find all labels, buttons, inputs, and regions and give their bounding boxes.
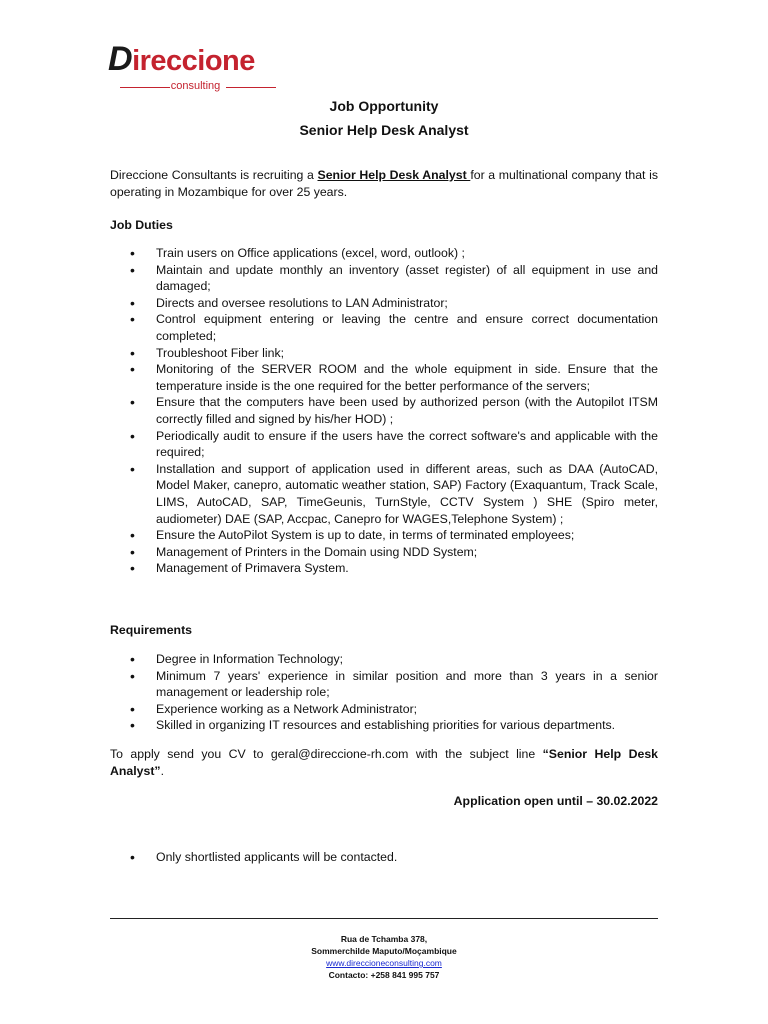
- list-item: • Control equipment entering or leaving the centre and ensure correct documentation completed;: [110, 311, 658, 344]
- list-item: • Skilled in organizing IT resources and establishing priorities for various departments.: [110, 717, 658, 734]
- list-item: • Experience working as a Network Administrator;: [110, 701, 658, 718]
- company-logo: [108, 40, 283, 96]
- list-item: • Minimum 7 years' experience in similar position and more than 3 years in a senior management or leadership role;: [110, 668, 658, 701]
- intro-position-highlight: Senior Help Desk Analyst: [317, 168, 471, 182]
- list-item: • Ensure the AutoPilot System is up to date, in terms of terminated employees;: [110, 527, 658, 544]
- list-item: • Management of Printers in the Domain using NDD System;: [110, 544, 658, 561]
- list-item: • Ensure that the computers have been used by authorized person (with the Autopilot ITSM correctly filled and signed by his/her HOD) ;: [110, 394, 658, 427]
- intro-text: for a multinational company that is operating in Mozambique for over 25 years.: [110, 168, 658, 199]
- intro-text: Direccione Consultants is recruiting a: [110, 168, 318, 182]
- note-list: [110, 849, 658, 866]
- requirements-list: [110, 651, 658, 734]
- list-item: • Management of Primavera System.: [110, 560, 658, 577]
- list-item: • Degree in Information Technology;: [110, 651, 658, 668]
- list-item: • Installation and support of application used in different areas, such as DAA (AutoCAD, Model Maker, canepro, automatic weather station, SAP) Factory (Exaquantum, Track Scale, LIMS, AutoCAD, SAP, TimeGeunis, TurnStyle, CCTV System ) SHE (Spiro meter, audiometer) DAE (SAP, Accpac, Canepro for WAGES,Telephone System) ;: [110, 461, 658, 527]
- job-duties-heading: Job Duties: [110, 218, 173, 232]
- logo-wordmark: Direccione: [108, 40, 255, 78]
- apply-instructions: [110, 746, 658, 779]
- footer-contact: Contacto: +258 841 995 757: [328, 970, 440, 980]
- list-item: • Directs and oversee resolutions to LAN Administrator;: [110, 295, 658, 312]
- website-link[interactable]: www.direccioneconsulting.com: [326, 958, 442, 968]
- apply-subject-line: “Senior Help Desk Analyst”: [110, 747, 658, 778]
- shortlist-note: • Only shortlisted applicants will be contacted.: [110, 849, 658, 866]
- requirements-heading: Requirements: [110, 623, 193, 637]
- list-item: • Maintain and update monthly an inventory (asset register) of all equipment in use and damaged;: [110, 262, 658, 295]
- apply-text: .: [160, 763, 164, 778]
- list-item: • Train users on Office applications (excel, word, outlook) ;: [110, 245, 658, 262]
- page-title: Job Opportunity: [329, 98, 439, 114]
- footer-divider: [110, 918, 658, 919]
- logo-divider: [226, 87, 276, 88]
- footer-address-line-1: Rua de Tchamba 378,: [340, 934, 428, 944]
- list-item: • Periodically audit to ensure if the users have the correct software's and applicable with the required;: [110, 428, 658, 461]
- job-duties-list: [110, 245, 658, 577]
- application-deadline: Application open until – 30.02.2022: [453, 794, 658, 808]
- job-position-title: Senior Help Desk Analyst: [299, 122, 469, 138]
- footer-address-line-2: Sommerchilde Maputo/Moçambique: [311, 946, 457, 956]
- apply-text: To apply send you CV to geral@direccione-rh.com with the subject line: [110, 747, 543, 761]
- list-item: • Troubleshoot Fiber link;: [110, 345, 658, 362]
- intro-paragraph: [110, 167, 658, 200]
- list-item: • Monitoring of the SERVER ROOM and the whole equipment in side. Ensure that the temperature inside is the one required for the better performance of the servers;: [110, 361, 658, 394]
- logo-tagline: consulting: [170, 80, 221, 92]
